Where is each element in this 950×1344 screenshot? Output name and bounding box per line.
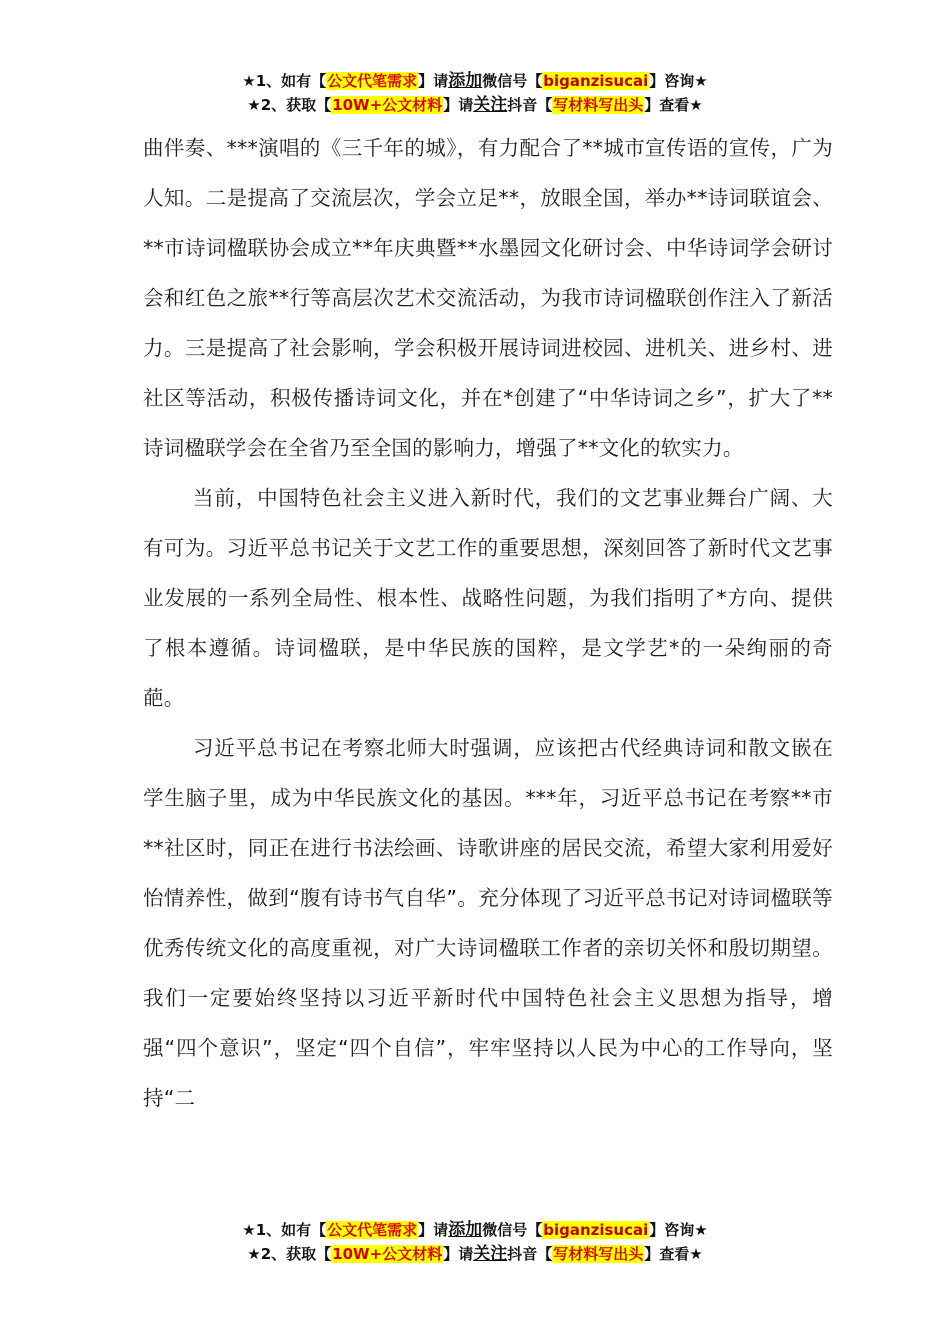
highlight-wechat-id: biganzisucai <box>543 72 649 90</box>
banner-text: 】查看★ <box>644 96 703 114</box>
banner-text: ★1、如有【 <box>242 72 327 90</box>
banner-text: 】请 <box>418 72 449 90</box>
document-body <box>143 123 833 1123</box>
highlight-materials: 10W+公文材料 <box>332 1245 443 1263</box>
banner-text: 】咨询★ <box>649 1221 708 1239</box>
banner-emphasis: 关注 <box>473 1244 508 1264</box>
banner-line-1 <box>0 1218 950 1242</box>
banner-text: ★2、获取【 <box>247 96 332 114</box>
paragraph: 当前，中国特色社会主义进入新时代，我们的文艺事业舞台广阔、大有可为。习近平总书记关于文艺工作的重要思想，深刻回答了新时代文艺事业发展的一系列全局性、根本性、战略性问题，为我们指明了*方向、提供了根本遵循。诗词楹联，是中华民族的国粹，是文学艺*的一朵绚丽的奇葩。 <box>143 486 833 710</box>
banner-line-2 <box>0 93 950 117</box>
banner-text: ★1、如有【 <box>242 1221 327 1239</box>
highlight-service: 公文代笔需求 <box>327 1221 418 1239</box>
banner-line-1 <box>0 69 950 93</box>
paragraph: 曲伴奏、***演唱的《三千年的城》，有力配合了**城市宣传语的宣传，广为人知。二是提高了交流层次，学会立足**，放眼全国，举办**诗词联谊会、**市诗词楹联协会成立**年庆典暨**水墨园文化研讨会、中华诗词学会研讨会和红色之旅**行等高层次艺术交流活动，为我市诗词楹联创作注入了新活力。三是提高了社会影响，学会积极开展诗词进校园、进机关、进乡村、进社区等活动，积极传播诗词文化，并在*创建了“中华诗词之乡”，扩大了**诗词楹联学会在全省乃至全国的影响力，增强了**文化的软实力。 <box>143 136 833 460</box>
banner-text: 抖音【 <box>507 96 553 114</box>
highlight-wechat-id: biganzisucai <box>543 1221 649 1239</box>
header-banner <box>0 69 950 117</box>
banner-emphasis: 添加 <box>448 1220 483 1240</box>
banner-emphasis: 添加 <box>448 71 483 91</box>
highlight-douyin: 写材料写出头 <box>553 96 644 114</box>
banner-text: 微信号【 <box>482 1221 543 1239</box>
banner-text: 微信号【 <box>482 72 543 90</box>
footer-banner <box>0 1218 950 1266</box>
banner-line-2 <box>0 1242 950 1266</box>
banner-text: 】咨询★ <box>649 72 708 90</box>
highlight-douyin: 写材料写出头 <box>553 1245 644 1263</box>
banner-text: 】查看★ <box>644 1245 703 1263</box>
highlight-service: 公文代笔需求 <box>327 72 418 90</box>
banner-text: 】请 <box>443 96 474 114</box>
banner-text: 】请 <box>418 1221 449 1239</box>
highlight-materials: 10W+公文材料 <box>332 96 443 114</box>
banner-text: ★2、获取【 <box>247 1245 332 1263</box>
paragraph: 习近平总书记在考察北师大时强调，应该把古代经典诗词和散文嵌在学生脑子里，成为中华民族文化的基因。***年，习近平总书记在考察**市**社区时，同正在进行书法绘画、诗歌讲座的居民交流，希望大家利用爱好怡情养性，做到“腹有诗书气自华”。充分体现了习近平总书记对诗词楹联等优秀传统文化的高度重视，对广大诗词楹联工作者的亲切关怀和殷切期望。我们一定要始终坚持以习近平新时代中国特色社会主义思想为指导，增强“四个意识”，坚定“四个自信”，牢牢坚持以人民为中心的工作导向，坚持“二 <box>143 736 833 1110</box>
banner-text: 】请 <box>443 1245 474 1263</box>
banner-text: 抖音【 <box>507 1245 553 1263</box>
banner-emphasis: 关注 <box>473 95 508 115</box>
